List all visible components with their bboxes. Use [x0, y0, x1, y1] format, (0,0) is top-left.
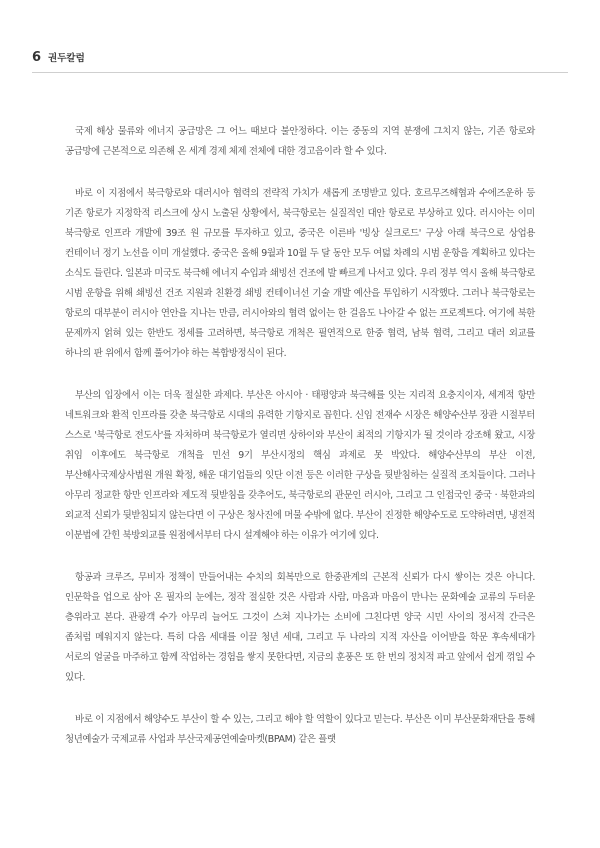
page-number: 6 [32, 50, 42, 65]
paragraph: 부산의 입장에서 이는 더욱 절실한 과제다. 부산은 아시아 · 태평양과 북극해를 잇는 지리적 요충지이자, 세계적 항만 네트워크와 환적 인프라를 갖춘 북극항로 시대의 유력한 기항지로 꼽힌다. 신임 전재수 시장은 해양수산부 장관 시절부터 스스로 '북극항로 전도사'를 자처하며 북극항로가 열리면 상하이와 부산이 최적의 기항지가 될 것이라 강조해 왔고, 시장 취임 이후에도 북극항로 개척을 민선 9기 부산시정의 핵심 과제로 못 박았다. 해양수산부의 부산 이전, 부산해사국제상사법원 개원 확정, 해운 대기업들의 잇단 이전 등은 이러한 구상을 뒷받침하는 실질적 조치들이다. 그러나 아무리 정교한 항만 인프라와 제도적 뒷받침을 갖추어도, 북극항로의 관문인 러시아, 그리고 그 인접국인 중국 · 북한과의 외교적 신뢰가 뒷받침되지 않는다면 이 구상은 청사진에 머물 수밖에 없다. 부산이 진정한 해양수도로 도약하려면, 냉전적 이분법에 갇힌 북방외교를 원점에서부터 다시 설계해야 하는 이유가 여기에 있다. [65, 390, 535, 541]
paragraph: 바로 이 지점에서 북극항로와 대러시아 협력의 전략적 가치가 새롭게 조명받고 있다. 호르무즈해협과 수에즈운하 등 기존 항로가 지정학적 리스크에 상시 노출된 상황에서, 북극항로는 실질적인 대안 항로로 부상하고 있다. 러시아는 이미 북극항로 인프라 개발에 39조 원 규모를 투자하고 있고, 중국은 이른바 '빙상 실크로드' 구상 아래 북극으로 상업용 컨테이너 정기 노선을 이미 개설했다. 중국은 올해 9월과 10월 두 달 동안 모두 여덟 차례의 시범 운항을 계획하고 있다는 소식도 들린다. 일본과 미국도 북극해 에너지 수입과 쇄빙선 건조에 발 빠르게 나서고 있다. 우리 정부 역시 올해 북극항로 시범 운항을 위해 쇄빙선 건조 지원과 친환경 쇄빙 컨테이너선 기술 개발 예산을 투입하기 시작했다. 그러나 북극항로는 항로의 대부분이 러시아 연안을 지나는 만큼, 러시아와의 협력 없이는 한 걸음도 나아갈 수 없는 프로젝트다. 여기에 북한 문제까지 얽혀 있는 한반도 정세를 고려하면, 북극항로 개척은 필연적으로 한중 협력, 남북 협력, 그리고 대러 외교를 하나의 판 위에서 함께 풀어가야 하는 복합방정식이 된다. [65, 188, 535, 359]
article-body [65, 122, 535, 772]
section-title: 권두칼럼 [48, 53, 85, 64]
paragraph: 국제 해상 물류와 에너지 공급망은 그 어느 때보다 불안정하다. 이는 중동의 지역 분쟁에 그치지 않는, 기존 항로와 공급망에 근본적으로 의존해 온 세계 경제 체제 전체에 대한 경고음이라 할 수 있다. [65, 126, 535, 157]
header-divider [32, 72, 568, 73]
page-header [32, 50, 85, 65]
paragraph: 항공과 크루즈, 무비자 정책이 만들어내는 수치의 회복만으로 한중관계의 근본적 신뢰가 다시 쌓이는 것은 아니다. 인문학을 업으로 삼아 온 필자의 눈에는, 정작 절실한 것은 사람과 사람, 마음과 마음이 만나는 문화예술 교류의 두터운 층위라고 본다. 관광객 수가 아무리 늘어도 그것이 스쳐 지나가는 소비에 그친다면 양국 시민 사이의 정서적 간극은 좀처럼 메워지지 않는다. 특히 다음 세대를 이끌 청년 세대, 그리고 두 나라의 지적 자산을 이어받을 학문 후속세대가 서로의 얼굴을 마주하고 함께 작업하는 경험을 쌓지 못한다면, 지금의 훈풍은 또 한 번의 정치적 파고 앞에서 쉽게 꺾일 수 있다. [65, 572, 535, 683]
paragraph: 바로 이 지점에서 해양수도 부산이 할 수 있는, 그리고 해야 할 역할이 있다고 믿는다. 부산은 이미 부산문화재단을 통해 청년예술가 국제교류 사업과 부산국제공연예술마켓(BPAM) 같은 플랫 [65, 714, 535, 745]
